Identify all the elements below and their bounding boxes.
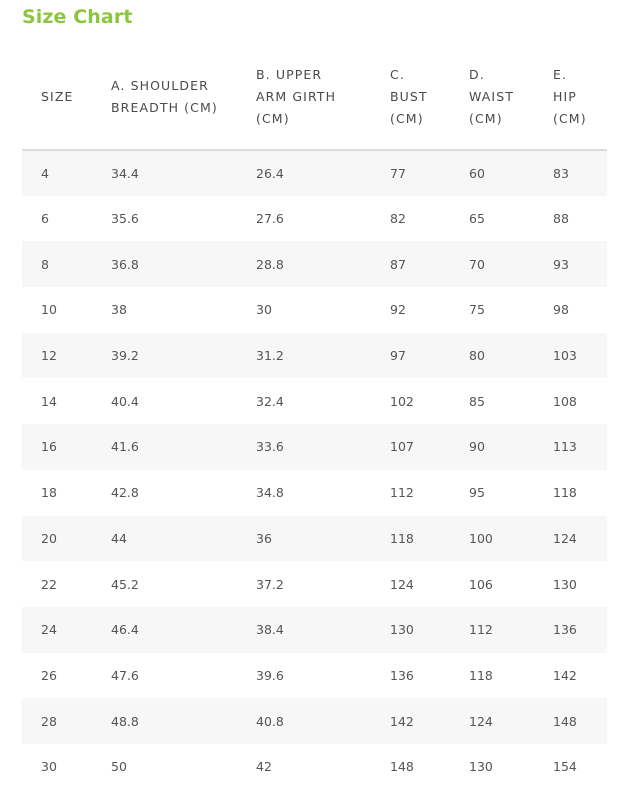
header-shoulder-breadth: A. SHOULDER BREADTH (CM) xyxy=(111,77,218,115)
table-row xyxy=(22,653,607,699)
cell-hip: 118 xyxy=(553,485,577,501)
cell-size: 4 xyxy=(41,165,49,181)
cell-waist: 80 xyxy=(469,348,485,364)
cell-hip: 124 xyxy=(553,530,577,546)
table-row xyxy=(22,333,607,379)
cell-waist: 124 xyxy=(469,713,493,729)
cell-upper-arm-girth: 39.6 xyxy=(256,667,284,683)
cell-upper-arm-girth: 36 xyxy=(256,530,272,546)
cell-size: 6 xyxy=(41,211,49,227)
cell-hip: 130 xyxy=(553,576,577,592)
cell-shoulder-breadth: 50 xyxy=(111,759,127,775)
cell-shoulder-breadth: 47.6 xyxy=(111,667,139,683)
header-waist: D. WAIST (CM) xyxy=(469,66,514,126)
cell-waist: 60 xyxy=(469,165,485,181)
cell-waist: 95 xyxy=(469,485,485,501)
cell-upper-arm-girth: 40.8 xyxy=(256,713,284,729)
cell-bust: 77 xyxy=(390,165,406,181)
cell-waist: 65 xyxy=(469,211,485,227)
table-row xyxy=(22,378,607,424)
cell-hip: 93 xyxy=(553,256,569,272)
cell-upper-arm-girth: 34.8 xyxy=(256,485,284,501)
cell-size: 14 xyxy=(41,393,57,409)
cell-bust: 136 xyxy=(390,667,414,683)
table-row xyxy=(22,241,607,287)
cell-shoulder-breadth: 36.8 xyxy=(111,256,139,272)
cell-bust: 97 xyxy=(390,348,406,364)
table-row xyxy=(22,561,607,607)
table-row xyxy=(22,470,607,516)
cell-shoulder-breadth: 38 xyxy=(111,302,127,318)
cell-shoulder-breadth: 41.6 xyxy=(111,439,139,455)
cell-size: 8 xyxy=(41,256,49,272)
cell-bust: 102 xyxy=(390,393,414,409)
cell-shoulder-breadth: 35.6 xyxy=(111,211,139,227)
cell-waist: 75 xyxy=(469,302,485,318)
cell-size: 20 xyxy=(41,530,57,546)
cell-upper-arm-girth: 38.4 xyxy=(256,622,284,638)
cell-upper-arm-girth: 42 xyxy=(256,759,272,775)
header-hip: E. HIP (CM) xyxy=(553,66,587,126)
cell-waist: 130 xyxy=(469,759,493,775)
cell-shoulder-breadth: 44 xyxy=(111,530,127,546)
cell-waist: 70 xyxy=(469,256,485,272)
cell-waist: 100 xyxy=(469,530,493,546)
cell-bust: 87 xyxy=(390,256,406,272)
cell-bust: 118 xyxy=(390,530,414,546)
cell-upper-arm-girth: 37.2 xyxy=(256,576,284,592)
table-row xyxy=(22,150,607,196)
table-row xyxy=(22,744,607,790)
cell-shoulder-breadth: 34.4 xyxy=(111,165,139,181)
cell-bust: 124 xyxy=(390,576,414,592)
cell-upper-arm-girth: 26.4 xyxy=(256,165,284,181)
cell-hip: 103 xyxy=(553,348,577,364)
cell-shoulder-breadth: 45.2 xyxy=(111,576,139,592)
cell-bust: 130 xyxy=(390,622,414,638)
cell-upper-arm-girth: 30 xyxy=(256,302,272,318)
cell-upper-arm-girth: 33.6 xyxy=(256,439,284,455)
cell-bust: 92 xyxy=(390,302,406,318)
cell-size: 26 xyxy=(41,667,57,683)
cell-shoulder-breadth: 46.4 xyxy=(111,622,139,638)
cell-size: 16 xyxy=(41,439,57,455)
cell-upper-arm-girth: 32.4 xyxy=(256,393,284,409)
cell-hip: 148 xyxy=(553,713,577,729)
cell-waist: 85 xyxy=(469,393,485,409)
table-row xyxy=(22,516,607,562)
cell-size: 30 xyxy=(41,759,57,775)
cell-bust: 112 xyxy=(390,485,414,501)
cell-hip: 98 xyxy=(553,302,569,318)
cell-bust: 82 xyxy=(390,211,406,227)
header-size: SIZE xyxy=(41,88,74,104)
table-row xyxy=(22,698,607,744)
cell-hip: 113 xyxy=(553,439,577,455)
cell-waist: 90 xyxy=(469,439,485,455)
size-chart-table xyxy=(22,44,607,790)
cell-shoulder-breadth: 40.4 xyxy=(111,393,139,409)
cell-size: 18 xyxy=(41,485,57,501)
cell-size: 28 xyxy=(41,713,57,729)
cell-shoulder-breadth: 48.8 xyxy=(111,713,139,729)
table-body xyxy=(22,150,607,790)
cell-bust: 107 xyxy=(390,439,414,455)
cell-bust: 148 xyxy=(390,759,414,775)
cell-shoulder-breadth: 42.8 xyxy=(111,485,139,501)
cell-hip: 136 xyxy=(553,622,577,638)
table-row xyxy=(22,607,607,653)
cell-hip: 88 xyxy=(553,211,569,227)
cell-size: 12 xyxy=(41,348,57,364)
header-bust: C. BUST (CM) xyxy=(390,66,428,126)
cell-upper-arm-girth: 31.2 xyxy=(256,348,284,364)
cell-waist: 106 xyxy=(469,576,493,592)
cell-hip: 142 xyxy=(553,667,577,683)
cell-bust: 142 xyxy=(390,713,414,729)
cell-hip: 108 xyxy=(553,393,577,409)
table-header-row xyxy=(22,44,607,150)
table-row xyxy=(22,196,607,242)
cell-hip: 154 xyxy=(553,759,577,775)
cell-shoulder-breadth: 39.2 xyxy=(111,348,139,364)
cell-hip: 83 xyxy=(553,165,569,181)
cell-size: 22 xyxy=(41,576,57,592)
header-upper-arm-girth: B. UPPER ARM GIRTH (CM) xyxy=(256,66,337,126)
table-row xyxy=(22,424,607,470)
cell-size: 10 xyxy=(41,302,57,318)
cell-waist: 118 xyxy=(469,667,493,683)
cell-upper-arm-girth: 27.6 xyxy=(256,211,284,227)
cell-upper-arm-girth: 28.8 xyxy=(256,256,284,272)
cell-waist: 112 xyxy=(469,622,493,638)
cell-size: 24 xyxy=(41,622,57,638)
page-title: Size Chart xyxy=(22,6,133,28)
table-row xyxy=(22,287,607,333)
